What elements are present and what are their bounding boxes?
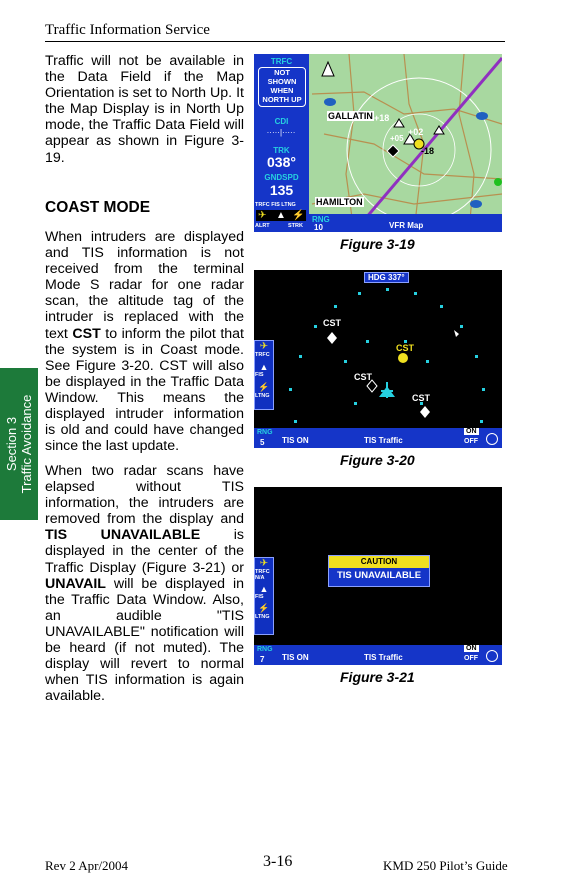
fis-label: FIS [255,594,264,600]
rng-label: RNG [257,646,273,653]
view-label: TIS Traffic [364,653,403,662]
paragraph-intro: Traffic will not be available in the Data Field if the Map Orientation is set to North Up. It the Map Display is in North Up mode, the Traffic Data Field will appear as shown in Figure 3-19. [45,53,244,166]
ltng-label: LTNG [255,393,270,399]
status-bar [254,645,502,665]
alrt-label: ALRT [255,223,270,229]
traffic-tag: +05 [390,134,404,143]
rng-value: 5 [260,438,265,447]
trfc-message: NOT SHOWN WHEN NORTH UP [258,67,306,107]
rng-value: 7 [260,655,265,664]
function-column [254,557,274,635]
function-labels: TRFC FIS LTNG [255,202,296,208]
lightning-icon: ⚡ [292,210,305,221]
off-label: OFF [464,438,478,445]
traffic-tag: +18 [374,113,390,123]
tis-status: TIS ON [282,653,309,662]
figure-3-21 [254,487,502,665]
on-label: ON [466,428,477,435]
na-label: N/A [255,575,265,581]
coast-tag: CST [323,318,341,328]
knob-icon [486,433,498,445]
coast-tag: CST [396,343,414,353]
off-label: OFF [464,655,478,662]
on-label: ON [466,645,477,652]
gndspd-value: 135 [269,182,294,198]
paragraph-unavailable: When two radar scans have elapsed without TIS information, the intruders are removed from the display and TIS UNAVAILABLE is displayed in the center of the Traffic Display (Figure 3-21) or UNAVAIL will be displayed in the Traffic Data Window. Also, an audible "TIS UNAVAILABLE" notification will be heard (if not muted). The display will revert to normal when TIS information is again available. [45,463,244,705]
coast-tag: CST [354,372,372,382]
traffic-tag: -18 [421,146,435,156]
figure-caption: Figure 3-19 [340,236,415,252]
figure-caption: Figure 3-20 [340,452,415,468]
view-label: TIS Traffic [364,436,403,445]
data-panel [254,54,309,232]
gndspd-label: GNDSPD [264,173,299,182]
caution-banner: CAUTION [329,556,429,568]
cdi-label: CDI [274,117,289,126]
header-rule [45,41,505,42]
town-label-hamilton: HAMILTON [316,197,363,207]
rng-label: RNG [312,215,330,224]
status-bar [254,428,502,448]
tis-unavailable-alert [328,555,430,587]
paragraph-coast: When intruders are displayed and TIS information is not received from the terminal Mode S radar for one radar scan, the altitude tag of the intruder is replaced with the text CST to inform the pilot that the system is in Coast mode. See Figure 3-20. CST will also be displayed in the Traffic Data Window. This means the displayed intruder information is old and could have changed since the last update. [45,229,245,455]
section-heading: COAST MODE [45,199,151,216]
function-icons [256,210,306,221]
trfc-label: TRFC [255,352,270,358]
page-number: 3-16 [263,853,293,870]
traffic-icon: ✈ [259,558,269,569]
trfc-label: TRFC [255,569,270,575]
fis-icon: ▲ [259,362,269,372]
rng-value: 10 [314,223,323,232]
coast-tag: CST [412,393,430,403]
view-label: VFR Map [389,221,424,230]
section-tab-label: Section 3 Traffic Avoidance [4,394,34,494]
traffic-display [254,270,502,448]
fis-label: FIS [255,372,264,378]
town-label-gallatin: GALLATIN [328,111,373,121]
traffic-tag: +02 [408,127,424,137]
traffic-icon: ✈ [258,210,267,221]
fis-icon: ▲ [259,584,269,594]
rng-label: RNG [257,429,273,436]
fis-icon: ▲ [276,210,286,221]
trfc-label: TRFC [270,57,293,66]
section-tab [0,368,38,520]
trk-value: 038° [267,154,296,170]
page-header: Traffic Information Service [45,22,210,38]
knob-icon [486,650,498,662]
cdi-scale: ·····|····· [266,128,296,137]
trk-label: TRK [273,146,290,155]
status-bar [309,214,502,232]
footer-guide-title: KMD 250 Pilot’s Guide [383,858,508,873]
lightning-icon: ⚡ [258,603,270,613]
tis-status: TIS ON [282,436,309,445]
strk-label: STRK [288,223,303,229]
figure-3-20 [254,270,502,448]
heading-readout: HDG 337° [364,272,409,283]
figure-3-19 [254,54,502,232]
figure-caption: Figure 3-21 [340,669,415,685]
lightning-icon: ⚡ [258,382,270,392]
ltng-label: LTNG [255,614,270,620]
traffic-icon: ✈ [259,341,269,352]
tis-unavailable-text: TIS UNAVAILABLE [336,570,422,581]
footer-revision: Rev 2 Apr/2004 [45,858,129,873]
function-column [254,340,274,410]
